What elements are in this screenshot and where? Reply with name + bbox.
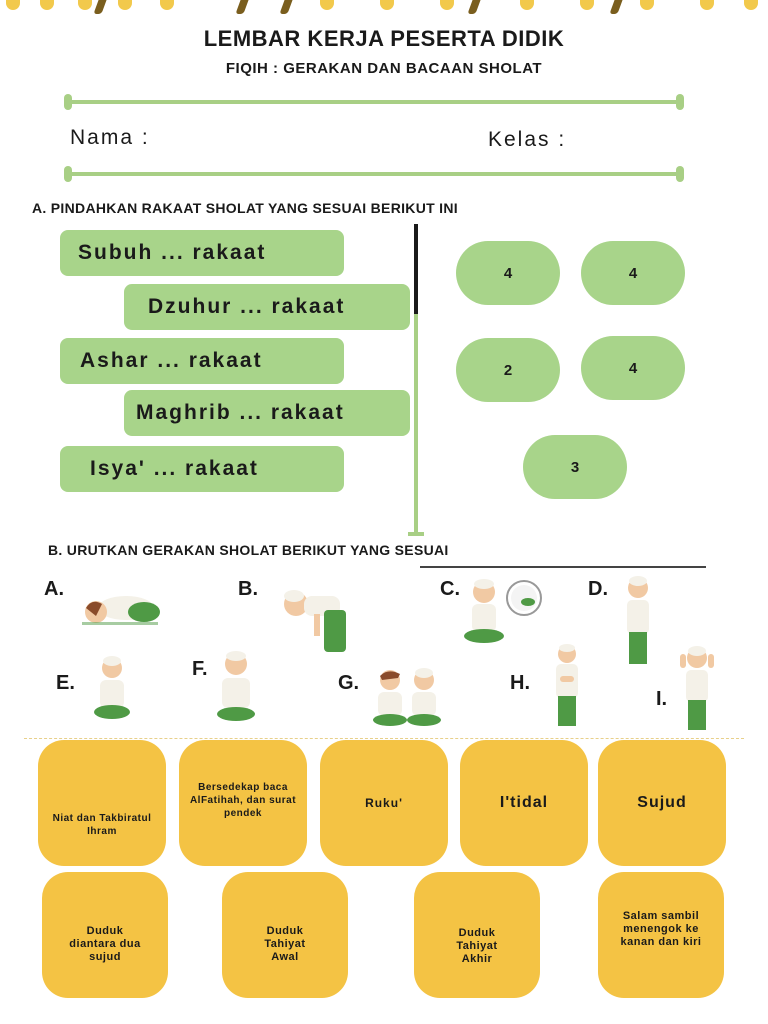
page-subtitle: FIQIH : GERAKAN DAN BACAAN SHOLAT	[225, 60, 543, 77]
movement-card-niat[interactable]: Niat dan Takbiratul Ihram	[38, 740, 166, 866]
prayer-ashar: Ashar ... rakaat	[60, 338, 344, 384]
figure-label-h: H.	[510, 672, 530, 694]
divider-top-end-left	[64, 94, 72, 110]
answer-pill-3[interactable]: 2	[456, 338, 560, 402]
movement-card-duduk-diantara[interactable]: Duduk diantara dua sujud	[42, 872, 168, 998]
divider-bottom-end-left	[64, 166, 72, 182]
movement-card-salam[interactable]: Salam sambil menengok ke kanan dan kiri	[598, 872, 724, 998]
movement-card-tahiyat-akhir[interactable]: Duduk Tahiyat Akhir	[414, 872, 540, 998]
section-b-title: B. URUTKAN GERAKAN SHOLAT BERIKUT YANG SESUAI	[48, 542, 449, 558]
answer-pill-4[interactable]: 4	[581, 336, 685, 400]
answer-pill-2[interactable]: 4	[581, 241, 685, 305]
figure-label-f: F.	[192, 658, 208, 680]
section-b-underline	[420, 566, 706, 568]
movement-card-itidal[interactable]: I'tidal	[460, 740, 588, 866]
prayer-dzuhur: Dzuhur ... rakaat	[124, 284, 410, 330]
divider-top-end-right	[676, 94, 684, 110]
vertical-divider	[414, 314, 418, 536]
figure-label-b: B.	[238, 578, 258, 600]
answer-pill-5[interactable]: 3	[523, 435, 627, 499]
answer-pill-1[interactable]: 4	[456, 241, 560, 305]
figure-label-c: C.	[440, 578, 460, 600]
figure-salam-illustration	[462, 576, 548, 646]
movement-card-tahiyat-awal[interactable]: Duduk Tahiyat Awal	[222, 872, 348, 998]
figure-label-d: D.	[588, 578, 608, 600]
divider-top	[70, 100, 680, 104]
figure-label-e: E.	[56, 672, 75, 694]
movement-card-ruku[interactable]: Ruku'	[320, 740, 448, 866]
divider-bottom-end-right	[676, 166, 684, 182]
section-b-separator	[24, 738, 744, 739]
movement-card-bersedekap[interactable]: Bersedekap baca AlFatihah, dan surat pendek	[179, 740, 307, 866]
prayer-maghrib: Maghrib ... rakaat	[124, 390, 410, 436]
figure-berdiri-illustration	[622, 574, 654, 668]
figure-duduk-tasyahud-illustration	[372, 664, 444, 730]
decorative-top-border	[0, 0, 768, 22]
page-title: LEMBAR KERJA PESERTA DIDIK	[203, 26, 565, 51]
figure-label-a: A.	[44, 578, 64, 600]
divider-bottom	[70, 172, 680, 176]
figure-bersedekap-illustration	[552, 642, 582, 730]
figure-sujud-illustration	[74, 586, 164, 628]
class-label: Kelas :	[488, 128, 567, 151]
section-a-title: A. PINDAHKAN RAKAAT SHOLAT YANG SESUAI BERIKUT INI	[32, 200, 458, 216]
prayer-isya: Isya' ... rakaat	[60, 446, 344, 492]
figure-tahiyat-illustration	[92, 654, 132, 722]
vertical-divider-top	[414, 224, 418, 314]
movement-card-sujud[interactable]: Sujud	[598, 740, 726, 866]
figure-takbir-illustration	[678, 644, 716, 734]
vertical-divider-end	[408, 532, 424, 536]
name-label: Nama :	[70, 126, 150, 149]
figure-ruku-illustration	[276, 580, 356, 656]
prayer-subuh: Subuh ... rakaat	[60, 230, 344, 276]
figure-label-g: G.	[338, 672, 360, 694]
figure-label-i: I.	[656, 688, 668, 710]
figure-duduk-illustration	[216, 650, 258, 724]
